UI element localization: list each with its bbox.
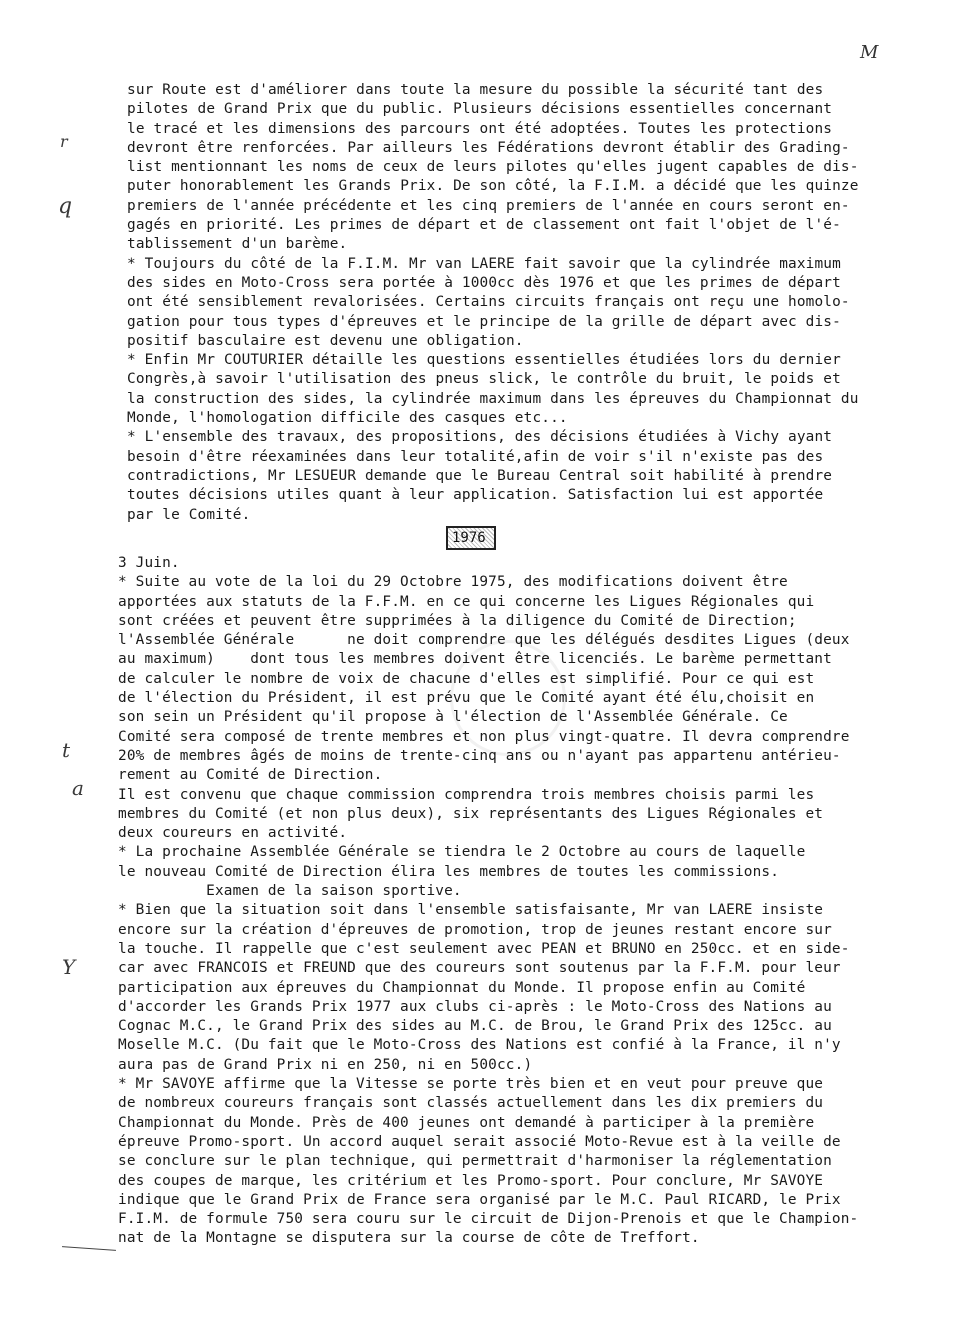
text-line: Examen de la saison sportive. — [118, 883, 462, 900]
text-block-june-meeting — [118, 554, 924, 1249]
text-line: toutes décisions utiles quant à leur application. Satisfaction lui est apportée — [127, 487, 824, 504]
text-line: * Enfin Mr COUTURIER détaille les questions essentielles étudiées lors du dernier — [127, 352, 841, 369]
text-line: premiers de l'année précédente et les cinq premiers de l'année en cours seront en- — [127, 197, 850, 214]
text-line: apportées aux statuts de la F.F.M. en ce qui concerne les Ligues Régionales qui — [118, 593, 815, 610]
text-line: car avec FRANCOIS et FREUND que des coureurs sont soutenus par la F.F.M. pour leur — [118, 960, 841, 977]
year-label: 1976 — [446, 526, 496, 550]
text-line: Il est convenu que chaque commission comprendra trois membres choisis parmi les — [118, 786, 815, 803]
text-line: participation aux épreuves du Championnat du Monde. Il propose enfin au Comité — [118, 979, 806, 996]
text-line: épreuve Promo-sport. Un accord auquel serait associé Moto-Revue est à la veille de — [118, 1133, 841, 1150]
text-line: nat de la Montagne se disputera sur la course de côte de Treffort. — [118, 1230, 700, 1247]
text-line: par le Comité. — [127, 506, 251, 523]
text-line: gation pour tous types d'épreuves et le principe de la grille de départ avec dis- — [127, 313, 841, 330]
text-line: Monde, l'homologation difficile des casques etc... — [127, 410, 568, 427]
page-number-mark: M — [860, 42, 879, 63]
text-line: le tracé et les dimensions des parcours ont été adoptées. Toutes les protections — [127, 120, 833, 137]
text-line: * L'ensemble des travaux, des propositions, des décisions étudiées à Vichy ayant — [127, 429, 833, 446]
text-line: sur Route est d'améliorer dans toute la mesure du possible la sécurité tant des — [127, 82, 824, 98]
text-line: Championnat du Monde. Près de 400 jeunes ont demandé à participer à la première — [118, 1114, 815, 1131]
text-line: des sides en Moto-Cross sera portée à 1000cc dès 1976 et que les primes de départ — [127, 274, 841, 291]
text-line: puter honorablement les Grands Prix. De son côté, la F.I.M. a décidé que les quinze — [127, 178, 859, 195]
text-line: membres du Comité (et non plus deux), six représentants des Ligues Régionales et — [118, 805, 824, 822]
text-line: aura pas de Grand Prix ni en 250, ni en 500cc.) — [118, 1056, 533, 1073]
text-line: gagés en priorité. Les primes de départ et de classement ont fait l'objet de l'é- — [127, 217, 841, 234]
text-line: des coupes de marque, les critérium et les Promo-sport. Pour conclure, Mr SAVOYE — [118, 1172, 824, 1189]
text-line: de nombreux coureurs français sont classés actuellement dans les dix premiers du — [118, 1095, 824, 1112]
margin-annotation-3: t — [62, 738, 71, 762]
text-line: Comité sera composé de trente membres et non plus vingt-quatre. Il devra comprendre — [118, 728, 850, 745]
year-heading — [446, 526, 528, 548]
text-line: devront être renforcées. Par ailleurs les Fédérations devront établir des Grading- — [127, 139, 850, 156]
margin-annotation-4: a — [72, 776, 84, 800]
text-line: Moselle M.C. (Du fait que le Moto-Cross des Nations est confié à la France, il n'y — [118, 1037, 841, 1054]
text-line: ont été sensiblement revalorisées. Certains circuits français ont reçu une homolo- — [127, 294, 850, 311]
margin-annotation-2: q — [58, 194, 73, 219]
margin-annotation-1: r — [60, 132, 68, 151]
text-line: au maximum) dont tous les membres doivent être licenciés. Le barème permettant — [118, 651, 832, 668]
text-line: le nouveau Comité de Direction élira les membres de toutes les commissions. — [118, 863, 780, 880]
text-line: Cognac M.C., le Grand Prix des sides au M.C. de Brou, le Grand Prix des 125cc. au — [118, 1018, 832, 1035]
text-line: de l'élection du Président, il est prévu que le Comité ayant été élu,choisit en — [118, 690, 815, 707]
margin-pen-stroke — [62, 1246, 116, 1251]
text-line: besoin d'être réexaminées dans leur totalité,afin de voir s'il n'existe pas des — [127, 448, 824, 465]
text-line: de calculer le nombre de voix de chacune d'elles est simplifié. Pour ce qui est — [118, 670, 815, 687]
text-line: l'Assemblée Générale ne doit comprendre que les délégués desdites Ligues (deux — [118, 632, 850, 649]
text-line: tablissement d'un barème. — [127, 236, 348, 253]
text-line: list mentionnant les noms de ceux de leurs pilotes qu'elles jugent capables de dis- — [127, 159, 859, 176]
text-line: d'accorder les Grands Prix 1977 aux clubs ci-après : le Moto-Cross des Nations au — [118, 998, 832, 1015]
text-line: la construction des sides, la cylindrée maximum dans les épreuves du Championnat du — [127, 390, 859, 407]
text-line: rement au Comité de Direction. — [118, 767, 383, 784]
text-line: pilotes de Grand Prix que du public. Plusieurs décisions essentielles concernant — [127, 101, 833, 118]
text-block-continuation — [127, 81, 933, 525]
text-line: 3 Juin. — [118, 555, 180, 571]
text-line: se conclure sur le plan technique, qui permettrait d'harmoniser la réglementation — [118, 1153, 832, 1170]
text-line: * La prochaine Assemblée Générale se tiendra le 2 Octobre au cours de laquelle — [118, 844, 806, 861]
text-line: indique que le Grand Prix de France sera organisé par le M.C. Paul RICARD, le Prix — [118, 1191, 841, 1208]
text-line: * Toujours du côté de la F.I.M. Mr van LAERE fait savoir que la cylindrée maximum — [127, 255, 841, 272]
text-line: * Suite au vote de la loi du 29 Octobre 1975, des modifications doivent être — [118, 574, 788, 591]
text-line: son sein un Président qu'il propose à l'élection de l'Assemblée Générale. Ce — [118, 709, 788, 726]
text-line: deux coureurs en activité. — [118, 825, 348, 842]
text-line: sont créées et peuvent être supprimées à la diligence du Comité de Direction; — [118, 612, 797, 629]
text-line: F.I.M. de formule 750 sera couru sur le circuit de Dijon-Prenois et que le Champion- — [118, 1211, 859, 1228]
text-line: * Mr SAVOYE affirme que la Vitesse se porte très bien et en veut pour preuve que — [118, 1076, 824, 1093]
text-line: positif basculaire est devenu une obligation. — [127, 332, 524, 349]
text-line: la touche. Il rappelle que c'est seulement avec PEAN et BRUNO en 250cc. et en side- — [118, 940, 850, 957]
margin-annotation-5: Y — [62, 955, 76, 979]
text-line: encore sur la création d'épreuves de promotion, trop de jeunes restant encore sur — [118, 921, 832, 938]
text-line: Congrès,à savoir l'utilisation des pneus slick, le contrôle du bruit, le poids et — [127, 371, 841, 388]
text-line: contradictions, Mr LESUEUR demande que le Bureau Central soit habilité à prendre — [127, 467, 833, 484]
text-line: * Bien que la situation soit dans l'ensemble satisfaisante, Mr van LAERE insiste — [118, 902, 824, 919]
text-line: 20% de membres âgés de moins de trente-cinq ans ou n'ayant pas appartenu antérieu- — [118, 747, 841, 764]
